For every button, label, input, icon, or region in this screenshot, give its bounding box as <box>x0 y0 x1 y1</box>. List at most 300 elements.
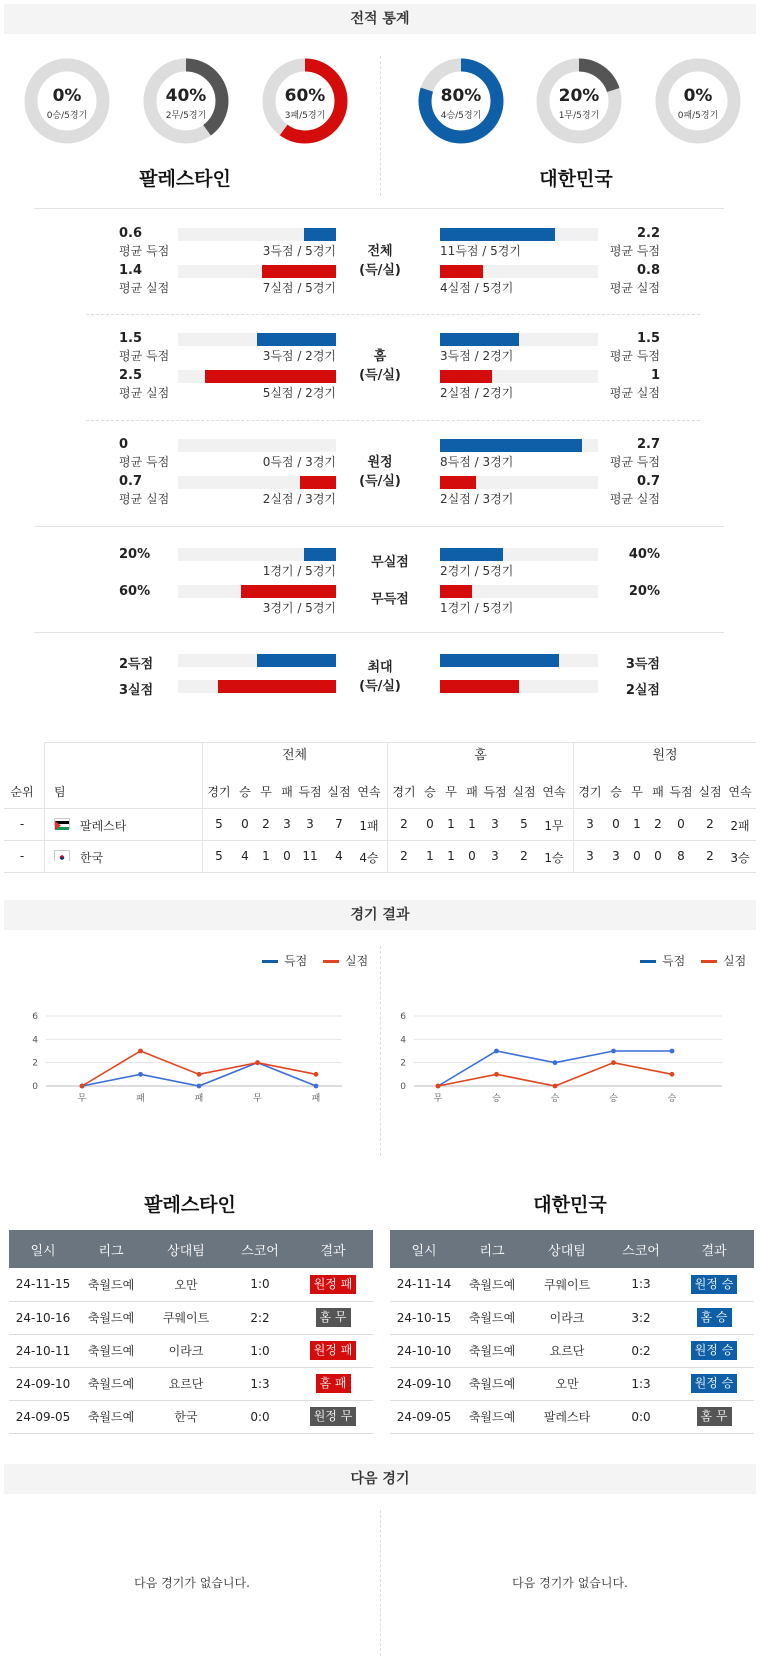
divider <box>380 56 381 196</box>
divider <box>34 526 724 527</box>
rank-cell: - <box>19 817 25 831</box>
stat-cell: 3승 <box>730 851 750 865</box>
donut-chart <box>655 58 741 144</box>
x-tick-label: 무 <box>433 1094 443 1104</box>
cell-opp: 쿠웨이트 <box>526 1268 608 1301</box>
right-caption: 2실점 / 3경기 <box>440 492 514 506</box>
category-label <box>340 242 420 280</box>
result-badge: 홈 무 <box>316 1308 351 1327</box>
legend-swatch <box>323 960 339 963</box>
left-bar <box>304 228 336 241</box>
left-value: 0 <box>119 437 129 452</box>
x-tick-label: 승 <box>609 1094 618 1104</box>
cell-league: 축월드예 <box>458 1301 526 1334</box>
stat-cell: 3 <box>491 849 499 863</box>
data-point <box>255 1060 260 1065</box>
right-value: 40% <box>628 547 660 562</box>
cell-league: 축월드예 <box>458 1268 526 1301</box>
left-value: 20% <box>119 547 151 562</box>
left-label: 평균 득점 <box>119 244 170 258</box>
category-subtitle: (득/실) <box>359 368 401 383</box>
cell-score: 0:2 <box>608 1334 674 1367</box>
stat-cell: 2패 <box>730 819 750 833</box>
stat-cell: 1 <box>262 849 270 863</box>
cell-opp: 한국 <box>145 1400 227 1433</box>
left-goals-chart <box>0 1000 380 1180</box>
y-tick-label: 4 <box>400 1035 406 1046</box>
table-row <box>390 1268 754 1301</box>
data-point <box>436 1084 441 1089</box>
stat-cell: 1 <box>468 817 476 831</box>
left-value: 60% <box>119 584 151 599</box>
category-label: 무실점 <box>371 555 409 570</box>
cell-opp: 요르단 <box>526 1334 608 1367</box>
stat-header: 무 <box>260 785 272 799</box>
left-label: 평균 득점 <box>119 455 170 469</box>
column-header: 스코어 <box>608 1230 674 1268</box>
data-point <box>670 1049 675 1054</box>
divider <box>44 742 756 743</box>
right-value: 2.7 <box>636 437 660 452</box>
left-caption: 5실점 / 2경기 <box>262 386 336 400</box>
right-label: 평균 득점 <box>609 349 660 363</box>
right-value: 1 <box>650 368 660 383</box>
y-tick-label: 6 <box>400 1012 406 1022</box>
data-point <box>314 1084 319 1089</box>
stat-cell: 0 <box>468 849 476 863</box>
right-bar <box>440 680 519 693</box>
legend-left <box>262 952 368 969</box>
cell-opp: 이라크 <box>145 1334 227 1367</box>
stat-cell: 2 <box>520 849 528 863</box>
column-header: 리그 <box>458 1230 526 1268</box>
stat-cell: 3 <box>306 817 314 831</box>
divider <box>380 1510 381 1656</box>
stat-header: 패 <box>281 785 293 799</box>
left-caption: 2실점 / 3경기 <box>262 492 336 506</box>
stat-header: 무 <box>631 785 643 799</box>
column-header: 결과 <box>674 1230 754 1268</box>
donut-caption: 3패/5경기 <box>284 111 326 121</box>
result-badge: 원정 승 <box>691 1275 738 1294</box>
right-caption: 2경기 / 5경기 <box>440 564 514 578</box>
stat-cell: 3 <box>612 849 620 863</box>
category-title: 전체 <box>367 244 393 259</box>
column-header: 상대팀 <box>145 1230 227 1268</box>
divider <box>44 742 45 872</box>
table-row <box>390 1334 754 1367</box>
left-caption: 1경기 / 5경기 <box>262 564 336 578</box>
data-point <box>611 1060 616 1065</box>
stat-cell: 4승 <box>359 851 379 865</box>
stat-cell: 2 <box>400 849 408 863</box>
series-line <box>438 1051 672 1086</box>
no-next-match-left: 다음 경기가 없습니다. <box>134 1576 250 1590</box>
results-section-title: 경기 결과 <box>4 900 756 930</box>
donut-percent: 60% <box>284 86 326 106</box>
donut-chart <box>536 58 622 144</box>
right-value: 2실점 <box>625 683 660 698</box>
series-line <box>82 1051 316 1086</box>
data-point <box>553 1060 558 1065</box>
divider <box>86 314 700 315</box>
cell-date: 24-09-10 <box>390 1367 458 1400</box>
right-caption: 1경기 / 5경기 <box>440 601 514 615</box>
cell-result <box>674 1367 754 1400</box>
result-badge: 원정 패 <box>310 1341 357 1360</box>
stat-cell: 4 <box>335 849 343 863</box>
group-away: 원정 <box>652 748 678 763</box>
result-badge: 홈 무 <box>697 1407 732 1426</box>
left-bar <box>304 548 336 561</box>
left-bar <box>241 585 336 598</box>
column-header: 일시 <box>9 1230 77 1268</box>
right-bar <box>440 333 519 346</box>
stat-cell: 1패 <box>359 819 379 833</box>
divider <box>86 420 700 421</box>
cell-date: 24-10-15 <box>390 1301 458 1334</box>
left-label: 평균 득점 <box>119 349 170 363</box>
divider <box>34 208 724 209</box>
data-point <box>138 1049 143 1054</box>
rank-cell: - <box>19 849 25 863</box>
category-label: 무득점 <box>371 592 409 607</box>
cell-league: 축월드예 <box>458 1400 526 1433</box>
right-caption: 4실점 / 5경기 <box>440 281 514 295</box>
category-title: 최대 <box>367 660 393 675</box>
result-badge: 원정 무 <box>310 1407 357 1426</box>
cell-result <box>293 1400 373 1433</box>
divider <box>4 840 756 841</box>
data-point <box>80 1084 85 1089</box>
stat-cell: 0 <box>241 817 249 831</box>
right-label: 평균 실점 <box>609 386 660 400</box>
cell-score: 2:2 <box>227 1301 293 1334</box>
stat-cell: 11 <box>302 849 318 863</box>
donut-percent: 40% <box>165 86 207 106</box>
cell-date: 24-09-05 <box>9 1400 77 1433</box>
table-row <box>390 1301 754 1334</box>
left-bar <box>257 333 336 346</box>
left-value: 0.6 <box>119 226 143 241</box>
y-tick-label: 6 <box>32 1012 38 1022</box>
stat-cell: 5 <box>215 817 223 831</box>
left-value: 2득점 <box>119 657 154 672</box>
stat-cell: 2 <box>706 849 714 863</box>
stat-header: 무 <box>445 785 457 799</box>
cell-result <box>674 1301 754 1334</box>
cell-score: 1:3 <box>608 1367 674 1400</box>
group-home: 홈 <box>474 748 487 763</box>
cell-date: 24-09-05 <box>390 1400 458 1433</box>
cell-score: 0:0 <box>227 1400 293 1433</box>
right-label: 평균 득점 <box>609 244 660 258</box>
stat-header: 승 <box>239 785 251 799</box>
cell-score: 1:0 <box>227 1268 293 1301</box>
left-label: 평균 실점 <box>119 386 170 400</box>
stat-cell: 3 <box>283 817 291 831</box>
cell-result <box>293 1367 373 1400</box>
right-value: 3득점 <box>625 657 660 672</box>
donut-percent: 80% <box>440 86 482 106</box>
left-bar-track <box>178 439 336 452</box>
stat-header: 경기 <box>392 785 416 799</box>
left-value: 3실점 <box>119 683 154 698</box>
stat-header: 실점 <box>512 785 536 799</box>
stat-header: 연속 <box>357 785 381 799</box>
donut-caption: 1무/5경기 <box>558 111 600 121</box>
category-label <box>340 658 420 696</box>
stat-header: 득점 <box>483 785 507 799</box>
stat-header: 승 <box>610 785 622 799</box>
cell-league: 축월드예 <box>458 1334 526 1367</box>
donut-chart <box>262 58 348 144</box>
result-badge: 원정 승 <box>691 1341 738 1360</box>
stat-header: 승 <box>424 785 436 799</box>
legend-right <box>640 952 746 969</box>
stat-cell: 3 <box>491 817 499 831</box>
stat-cell: 1 <box>426 849 434 863</box>
stat-cell: 1승 <box>544 851 564 865</box>
cell-score: 3:2 <box>608 1301 674 1334</box>
right-bar <box>440 585 472 598</box>
right-caption: 2실점 / 2경기 <box>440 386 514 400</box>
stat-cell: 8 <box>677 849 685 863</box>
column-header: 스코어 <box>227 1230 293 1268</box>
left-caption: 3득점 / 2경기 <box>262 349 336 363</box>
category-subtitle: (득/실) <box>359 679 401 694</box>
cell-score: 1:0 <box>227 1334 293 1367</box>
right-label: 평균 실점 <box>609 281 660 295</box>
stat-cell: 3 <box>586 849 594 863</box>
cell-score: 1:3 <box>227 1367 293 1400</box>
donut-chart <box>418 58 504 144</box>
column-header: 상대팀 <box>526 1230 608 1268</box>
category-subtitle: (득/실) <box>359 263 401 278</box>
x-tick-label: 승 <box>667 1094 677 1104</box>
cell-league: 축월드예 <box>77 1301 145 1334</box>
right-caption: 11득점 / 5경기 <box>440 244 521 258</box>
x-tick-label: 승 <box>492 1094 501 1104</box>
right-results-table <box>390 1230 754 1434</box>
stat-header: 패 <box>466 785 478 799</box>
left-bar <box>262 265 336 278</box>
y-tick-label: 4 <box>32 1035 38 1046</box>
left-value: 0.7 <box>119 474 143 489</box>
cell-result <box>674 1334 754 1367</box>
cell-date: 24-10-16 <box>9 1301 77 1334</box>
team-left-name: 팔레스타인 <box>144 1194 236 1216</box>
stat-header: 패 <box>652 785 664 799</box>
stat-cell: 7 <box>335 817 343 831</box>
stat-cell: 0 <box>426 817 434 831</box>
right-label: 평균 득점 <box>609 455 660 469</box>
stat-cell: 5 <box>520 817 528 831</box>
right-caption: 8득점 / 3경기 <box>440 455 514 469</box>
left-label: 평균 실점 <box>119 281 170 295</box>
legend-conceded: 실점 <box>345 954 369 968</box>
team-left-name: 팔레스타인 <box>139 168 231 190</box>
legend-swatch <box>640 960 656 963</box>
left-caption: 3경기 / 5경기 <box>262 601 336 615</box>
stat-cell: 1 <box>633 817 641 831</box>
left-caption: 0득점 / 3경기 <box>262 455 336 469</box>
stat-header: 연속 <box>728 785 752 799</box>
x-tick-label: 승 <box>550 1094 560 1104</box>
y-tick-label: 0 <box>32 1082 38 1092</box>
cell-opp: 요르단 <box>145 1367 227 1400</box>
stat-cell: 0 <box>612 817 620 831</box>
stat-header: 득점 <box>298 785 322 799</box>
right-caption: 3득점 / 2경기 <box>440 349 514 363</box>
legend-scored: 득점 <box>284 954 308 968</box>
cell-result <box>674 1400 754 1433</box>
divider <box>34 632 724 633</box>
cell-result <box>293 1334 373 1367</box>
cell-opp: 팔레스타 <box>526 1400 608 1433</box>
category-subtitle: (득/실) <box>359 474 401 489</box>
right-bar <box>440 228 555 241</box>
cell-date: 24-10-10 <box>390 1334 458 1367</box>
cell-result <box>293 1301 373 1334</box>
stat-header: 실점 <box>327 785 351 799</box>
next-section-title: 다음 경기 <box>4 1464 756 1494</box>
cell-league: 축월드예 <box>77 1268 145 1301</box>
donut-chart <box>143 58 229 144</box>
cell-opp: 쿠웨이트 <box>145 1301 227 1334</box>
stat-cell: 2 <box>400 817 408 831</box>
stat-header: 실점 <box>698 785 722 799</box>
cell-opp: 오만 <box>526 1367 608 1400</box>
category-title: 홈 <box>373 349 387 364</box>
stat-cell: 4 <box>241 849 249 863</box>
right-label: 평균 실점 <box>609 492 660 506</box>
stat-cell: 2 <box>262 817 270 831</box>
x-tick-label: 패 <box>311 1094 321 1104</box>
stat-cell: 1무 <box>544 819 564 833</box>
result-badge: 홈 승 <box>697 1308 732 1327</box>
left-results-table <box>9 1230 373 1434</box>
result-badge: 원정 승 <box>691 1374 738 1393</box>
data-point <box>197 1072 202 1077</box>
stat-cell: 0 <box>283 849 291 863</box>
stat-header: 득점 <box>669 785 693 799</box>
x-tick-label: 패 <box>136 1094 145 1104</box>
cell-date: 24-11-15 <box>9 1268 77 1301</box>
cell-league: 축월드예 <box>77 1334 145 1367</box>
team-cell[interactable]: 한국 <box>80 851 104 865</box>
cell-date: 24-09-10 <box>9 1367 77 1400</box>
right-value: 0.8 <box>636 263 660 278</box>
table-row <box>390 1367 754 1400</box>
stat-header: 경기 <box>207 785 231 799</box>
left-caption: 3득점 / 5경기 <box>262 244 336 258</box>
data-point <box>197 1084 202 1089</box>
cell-league: 축월드예 <box>77 1400 145 1433</box>
data-point <box>494 1049 499 1054</box>
stat-cell: 2 <box>706 817 714 831</box>
data-point <box>553 1084 558 1089</box>
donut-caption: 4승/5경기 <box>440 111 482 121</box>
table-row <box>9 1367 373 1400</box>
team-right-name: 대한민국 <box>539 168 613 190</box>
donut-caption: 0패/5경기 <box>677 111 719 121</box>
result-badge: 홈 패 <box>316 1374 351 1393</box>
data-point <box>494 1072 499 1077</box>
data-point <box>138 1072 143 1077</box>
team-cell[interactable]: 팔레스타 <box>80 819 127 833</box>
donut-caption: 0승/5경기 <box>46 111 88 121</box>
x-tick-label: 무 <box>77 1094 87 1104</box>
table-row <box>9 1301 373 1334</box>
left-value: 1.4 <box>119 263 143 278</box>
legend-swatch <box>262 960 278 963</box>
stat-cell: 0 <box>677 817 685 831</box>
left-bar <box>300 476 336 489</box>
right-value: 0.7 <box>636 474 660 489</box>
team-header: 팀 <box>54 785 66 799</box>
y-tick-label: 0 <box>400 1082 406 1092</box>
right-bar <box>440 548 503 561</box>
table-row <box>390 1400 754 1433</box>
column-header: 결과 <box>293 1230 373 1268</box>
divider <box>4 872 756 873</box>
legend-scored: 득점 <box>662 954 686 968</box>
data-point <box>611 1049 616 1054</box>
donut-caption: 2무/5경기 <box>165 111 207 121</box>
right-bar <box>440 654 559 667</box>
category-label <box>340 347 420 385</box>
left-bar <box>218 680 337 693</box>
cell-date: 24-11-14 <box>390 1268 458 1301</box>
right-bar <box>440 265 483 278</box>
right-value: 20% <box>628 584 660 599</box>
result-badge: 원정 패 <box>310 1275 357 1294</box>
left-label: 평균 실점 <box>119 492 170 506</box>
x-tick-label: 패 <box>194 1094 204 1104</box>
rank-header: 순위 <box>10 785 34 799</box>
donut-percent: 20% <box>558 86 600 106</box>
table-row <box>9 1268 373 1301</box>
stats-section-title: 전적 통계 <box>4 4 756 34</box>
left-value: 2.5 <box>119 368 143 383</box>
right-bar <box>440 370 492 383</box>
no-next-match-right: 다음 경기가 없습니다. <box>512 1576 628 1590</box>
donut-percent: 0% <box>52 86 82 106</box>
y-tick-label: 2 <box>32 1058 38 1069</box>
data-point <box>670 1072 675 1077</box>
series-line <box>438 1063 672 1086</box>
legend-conceded: 실점 <box>723 954 747 968</box>
x-tick-label: 무 <box>253 1094 262 1104</box>
stat-cell: 0 <box>633 849 641 863</box>
data-point <box>314 1072 319 1077</box>
table-row <box>9 1400 373 1433</box>
cell-league: 축월드예 <box>77 1367 145 1400</box>
cell-score: 0:0 <box>608 1400 674 1433</box>
cell-league: 축월드예 <box>458 1367 526 1400</box>
team-right-name: 대한민국 <box>533 1194 607 1216</box>
stat-header: 경기 <box>578 785 602 799</box>
column-header: 일시 <box>390 1230 458 1268</box>
category-title: 원정 <box>367 455 393 470</box>
category-label <box>340 453 420 491</box>
right-value: 1.5 <box>636 331 660 346</box>
left-caption: 7실점 / 5경기 <box>262 281 336 295</box>
palestine-flag-icon <box>54 818 70 829</box>
divider <box>4 808 756 809</box>
donut-percent: 0% <box>683 86 713 106</box>
